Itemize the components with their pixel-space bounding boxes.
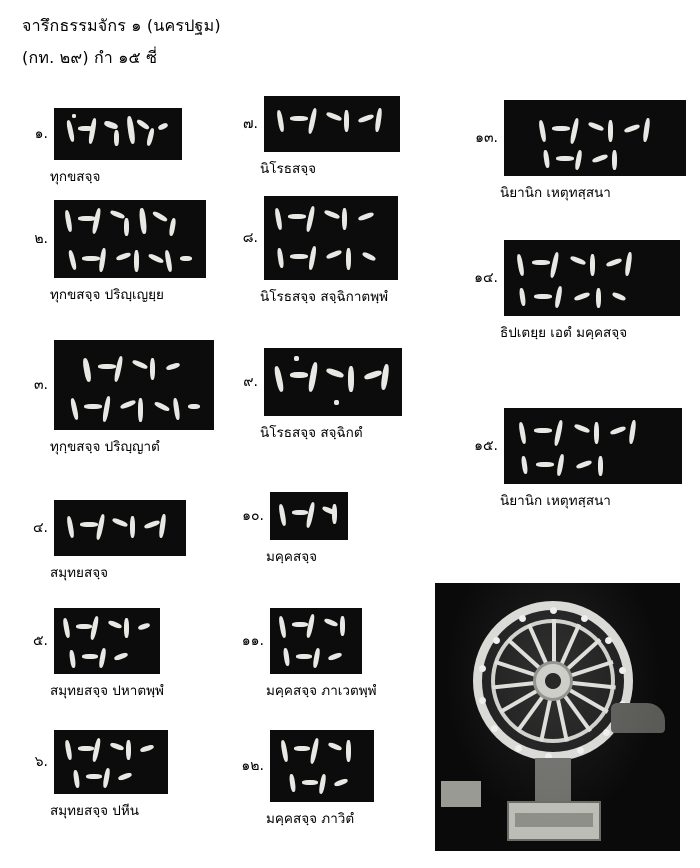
inscription-entry-3 — [22, 340, 214, 457]
entry-caption: มคฺคสจฺจ ภาวิตํ — [266, 811, 355, 827]
inscription-image-10 — [270, 492, 348, 540]
entry-number: ๑๑. — [241, 633, 264, 649]
inscription-image-6 — [54, 730, 168, 794]
inscription-glyphs — [270, 492, 348, 540]
page-title-line-1: จารึกธรรมจักร ๑ (นครปฐม) — [22, 16, 221, 35]
inscription-glyphs — [504, 240, 680, 316]
inscription-image-11 — [270, 608, 362, 674]
entry-caption: ทุกขสจฺจ ปริญฺเญยฺย — [50, 287, 164, 303]
entry-number: ๑๓. — [475, 130, 498, 146]
inscription-entry-4 — [22, 500, 186, 583]
inscription-entry-1 — [22, 108, 182, 187]
inscription-glyphs — [54, 500, 186, 556]
entry-number: ๓. — [33, 377, 48, 393]
inscription-glyphs — [54, 108, 182, 160]
entry-caption: ทุกขสจฺจ — [50, 169, 101, 185]
inscription-entry-10 — [228, 492, 348, 567]
entry-caption: สมุทยสจฺจ ปหาตพฺพํ — [50, 683, 164, 699]
entry-number: ๑๒. — [241, 758, 264, 774]
inscription-entry-11 — [228, 608, 377, 701]
inscription-image-13 — [504, 100, 686, 176]
inscription-entry-14 — [462, 240, 680, 343]
inscription-entry-8 — [228, 196, 398, 307]
entry-caption: นิโรธสจฺจ สจฺฉิกาตพฺพํ — [260, 289, 388, 305]
entry-caption: สมุทยสจฺจ ปหีน — [50, 803, 139, 819]
entry-number: ๑๔. — [474, 270, 498, 286]
inscription-glyphs — [54, 608, 160, 674]
entry-number: ๕. — [32, 633, 48, 649]
inscription-glyphs — [264, 196, 398, 280]
inscription-image-12 — [270, 730, 374, 802]
inscription-entry-5 — [22, 608, 164, 701]
photo-lighting-overlay — [435, 583, 680, 851]
inscription-image-8 — [264, 196, 398, 280]
dharmachakra-wheel-photo — [435, 583, 680, 851]
inscription-glyphs — [504, 100, 686, 176]
inscription-glyphs — [270, 730, 374, 802]
inscription-entry-12 — [228, 730, 374, 829]
inscription-entry-6 — [22, 730, 168, 821]
inscription-image-14 — [504, 240, 680, 316]
inscription-entry-7 — [228, 96, 400, 179]
inscription-glyphs — [264, 348, 402, 416]
entry-caption: นิโรธสจฺจ สจฺฉิกตํ — [260, 425, 363, 441]
entry-caption: มคฺคสจฺจ ภาเวตพฺพํ — [266, 683, 377, 699]
entry-number: ๒. — [34, 231, 48, 247]
inscription-glyphs — [264, 96, 400, 152]
inscription-image-5 — [54, 608, 160, 674]
entry-caption: มคฺคสจฺจ — [266, 549, 318, 565]
inscription-glyphs — [54, 730, 168, 794]
entry-caption: นิยานิก เหตุทสฺสนา — [500, 185, 611, 201]
inscription-entry-13 — [462, 100, 686, 203]
entry-number: ๗. — [243, 116, 258, 132]
inscription-image-1 — [54, 108, 182, 160]
inscription-image-4 — [54, 500, 186, 556]
inscription-glyphs — [270, 608, 362, 674]
entry-caption: นิโรธสจฺจ — [260, 161, 317, 177]
inscription-glyphs — [54, 200, 206, 278]
entry-caption: นิยานิก เหตุทสฺสนา — [500, 493, 611, 509]
inscription-glyphs — [504, 408, 682, 484]
entry-number: ๑๕. — [474, 438, 498, 454]
inscription-image-7 — [264, 96, 400, 152]
inscription-image-2 — [54, 200, 206, 278]
inscription-entry-2 — [22, 200, 206, 305]
page-title-line-2: (กท. ๒๙) กำ ๑๕ ซี่ — [22, 48, 158, 67]
entry-number: ๙. — [243, 374, 258, 390]
entry-caption: สมุทยสจฺจ — [50, 565, 109, 581]
entry-number: ๖. — [34, 754, 48, 770]
entry-caption: ธิปเตยฺย เอตํ มคฺคสจฺจ — [500, 325, 628, 341]
entry-number: ๑. — [34, 126, 48, 142]
entry-number: ๑๐. — [242, 508, 264, 524]
inscription-image-15 — [504, 408, 682, 484]
inscription-glyphs — [54, 340, 214, 430]
entry-number: ๔. — [32, 520, 48, 536]
entry-caption: ทุกฺขสจฺจ ปริญฺญาตํ — [50, 439, 160, 455]
inscription-entry-15 — [462, 408, 682, 511]
inscription-entry-9 — [228, 348, 402, 443]
entry-number: ๘. — [242, 230, 258, 246]
inscription-image-3 — [54, 340, 214, 430]
inscription-image-9 — [264, 348, 402, 416]
